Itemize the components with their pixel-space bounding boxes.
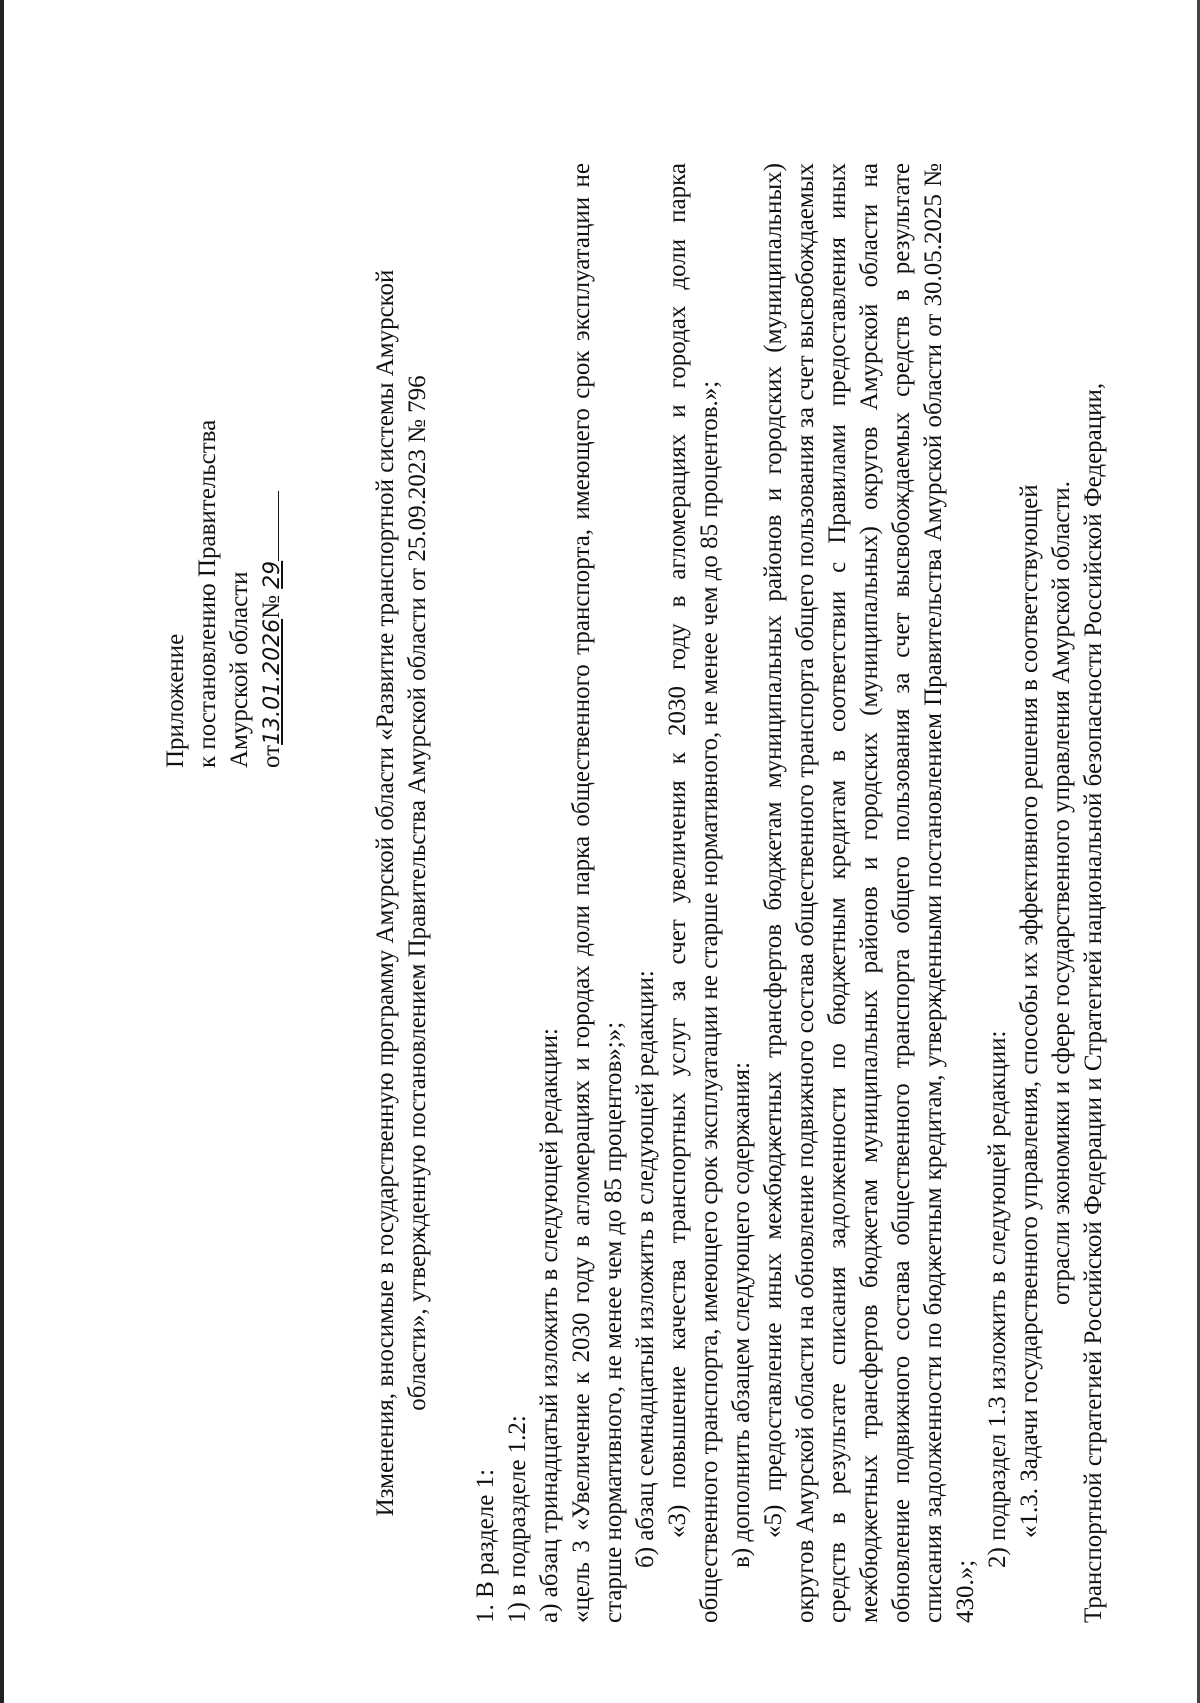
paragraph-item-c: в) дополнить абзацем следующего содержания: (728, 1061, 755, 1568)
signature-underline (258, 491, 279, 561)
rotated-document-page (0, 83, 1200, 1703)
handwritten-date: 13.01.2026 (260, 618, 285, 745)
from-label: от (258, 744, 285, 768)
paragraph-item-a: а) абзац тринадцатый изложить в следующей редакции: (536, 1028, 563, 1623)
paragraph-item-3: «3) повышение качества транспортных услуг за счет увеличения к 2030 году в агломерациях и городах доли парка общественного транспорта, имеющего срок эксплуатации не старше нормативного, не менее чем до 85 процентов.»; (664, 163, 723, 1623)
paragraph-item-b: б) абзац семнадцатый изложить в следующей редакции: (632, 970, 659, 1568)
paragraph-section-1: 1. В разделе 1: (472, 1468, 499, 1623)
appendix-block (160, 308, 289, 768)
paragraph-subsection-1-2: 1) в подразделе 1.2: (504, 1415, 531, 1623)
handwritten-number: 29 (260, 560, 285, 589)
number-label: № (258, 595, 285, 619)
appendix-region: Амурской области (226, 571, 253, 768)
paragraph-heading-1-3-cont: отрасли экономики и сфере государственного управления Амурской области. (1048, 481, 1075, 1305)
document-body (470, 163, 1110, 1623)
appendix-heading: Приложение (162, 633, 189, 768)
paragraph-subsection-1-3: 2) подраздел 1.3 изложить в следующей редакции: (984, 1030, 1011, 1568)
appendix-date-number (256, 308, 289, 768)
paragraph-strategy: Транспортной стратегией Российской Федерации и Стратегией национальной безопасности Российской Федерации, (1080, 382, 1107, 1623)
paragraph-item-5: «5) предоставление иных межбюджетных трансфертов бюджетам муниципальных районов и городских (муниципальных) округов Амурской области на обновление подвижного состава общественного транспорта общего пользования за счет высвобождаемых средств в результате списания задолженности по бюджетным кредитам в соответствии с Правилами предоставления иных межбюджетных трансфертов бюджетам муниципальных районов и городских (муниципальных) округов Амурской области на обновление подвижного состава общественного транспорта общего пользования за счет высвобождаемых средств в результате списания задолженности по бюджетным кредитам, утвержденными постановлением Правительства Амурской области от 30.05.2025 № 430.»; (760, 163, 979, 1623)
appendix-reference: к постановлению Правительства (194, 419, 221, 768)
document-title (370, 163, 434, 1623)
paragraph-heading-1-3: «1.3. Задачи государственного управления, способы их эффективного решения в соответствующей (1016, 484, 1043, 1538)
title-line-1: Изменения, вносимые в государственную программу Амурской области «Развитие транспортной системы Амурской (372, 269, 399, 1517)
title-line-2: области», утвержденную постановлением Правительства Амурской области от 25.09.2023 № 796 (404, 375, 431, 1411)
paragraph-goal-3: «цель 3 «Увеличение к 2030 году в агломерациях и городах доли парка общественного транспорта, имеющего срок эксплуатации не старше нормативного, не менее чем до 85 процентов»;»; (568, 163, 627, 1623)
